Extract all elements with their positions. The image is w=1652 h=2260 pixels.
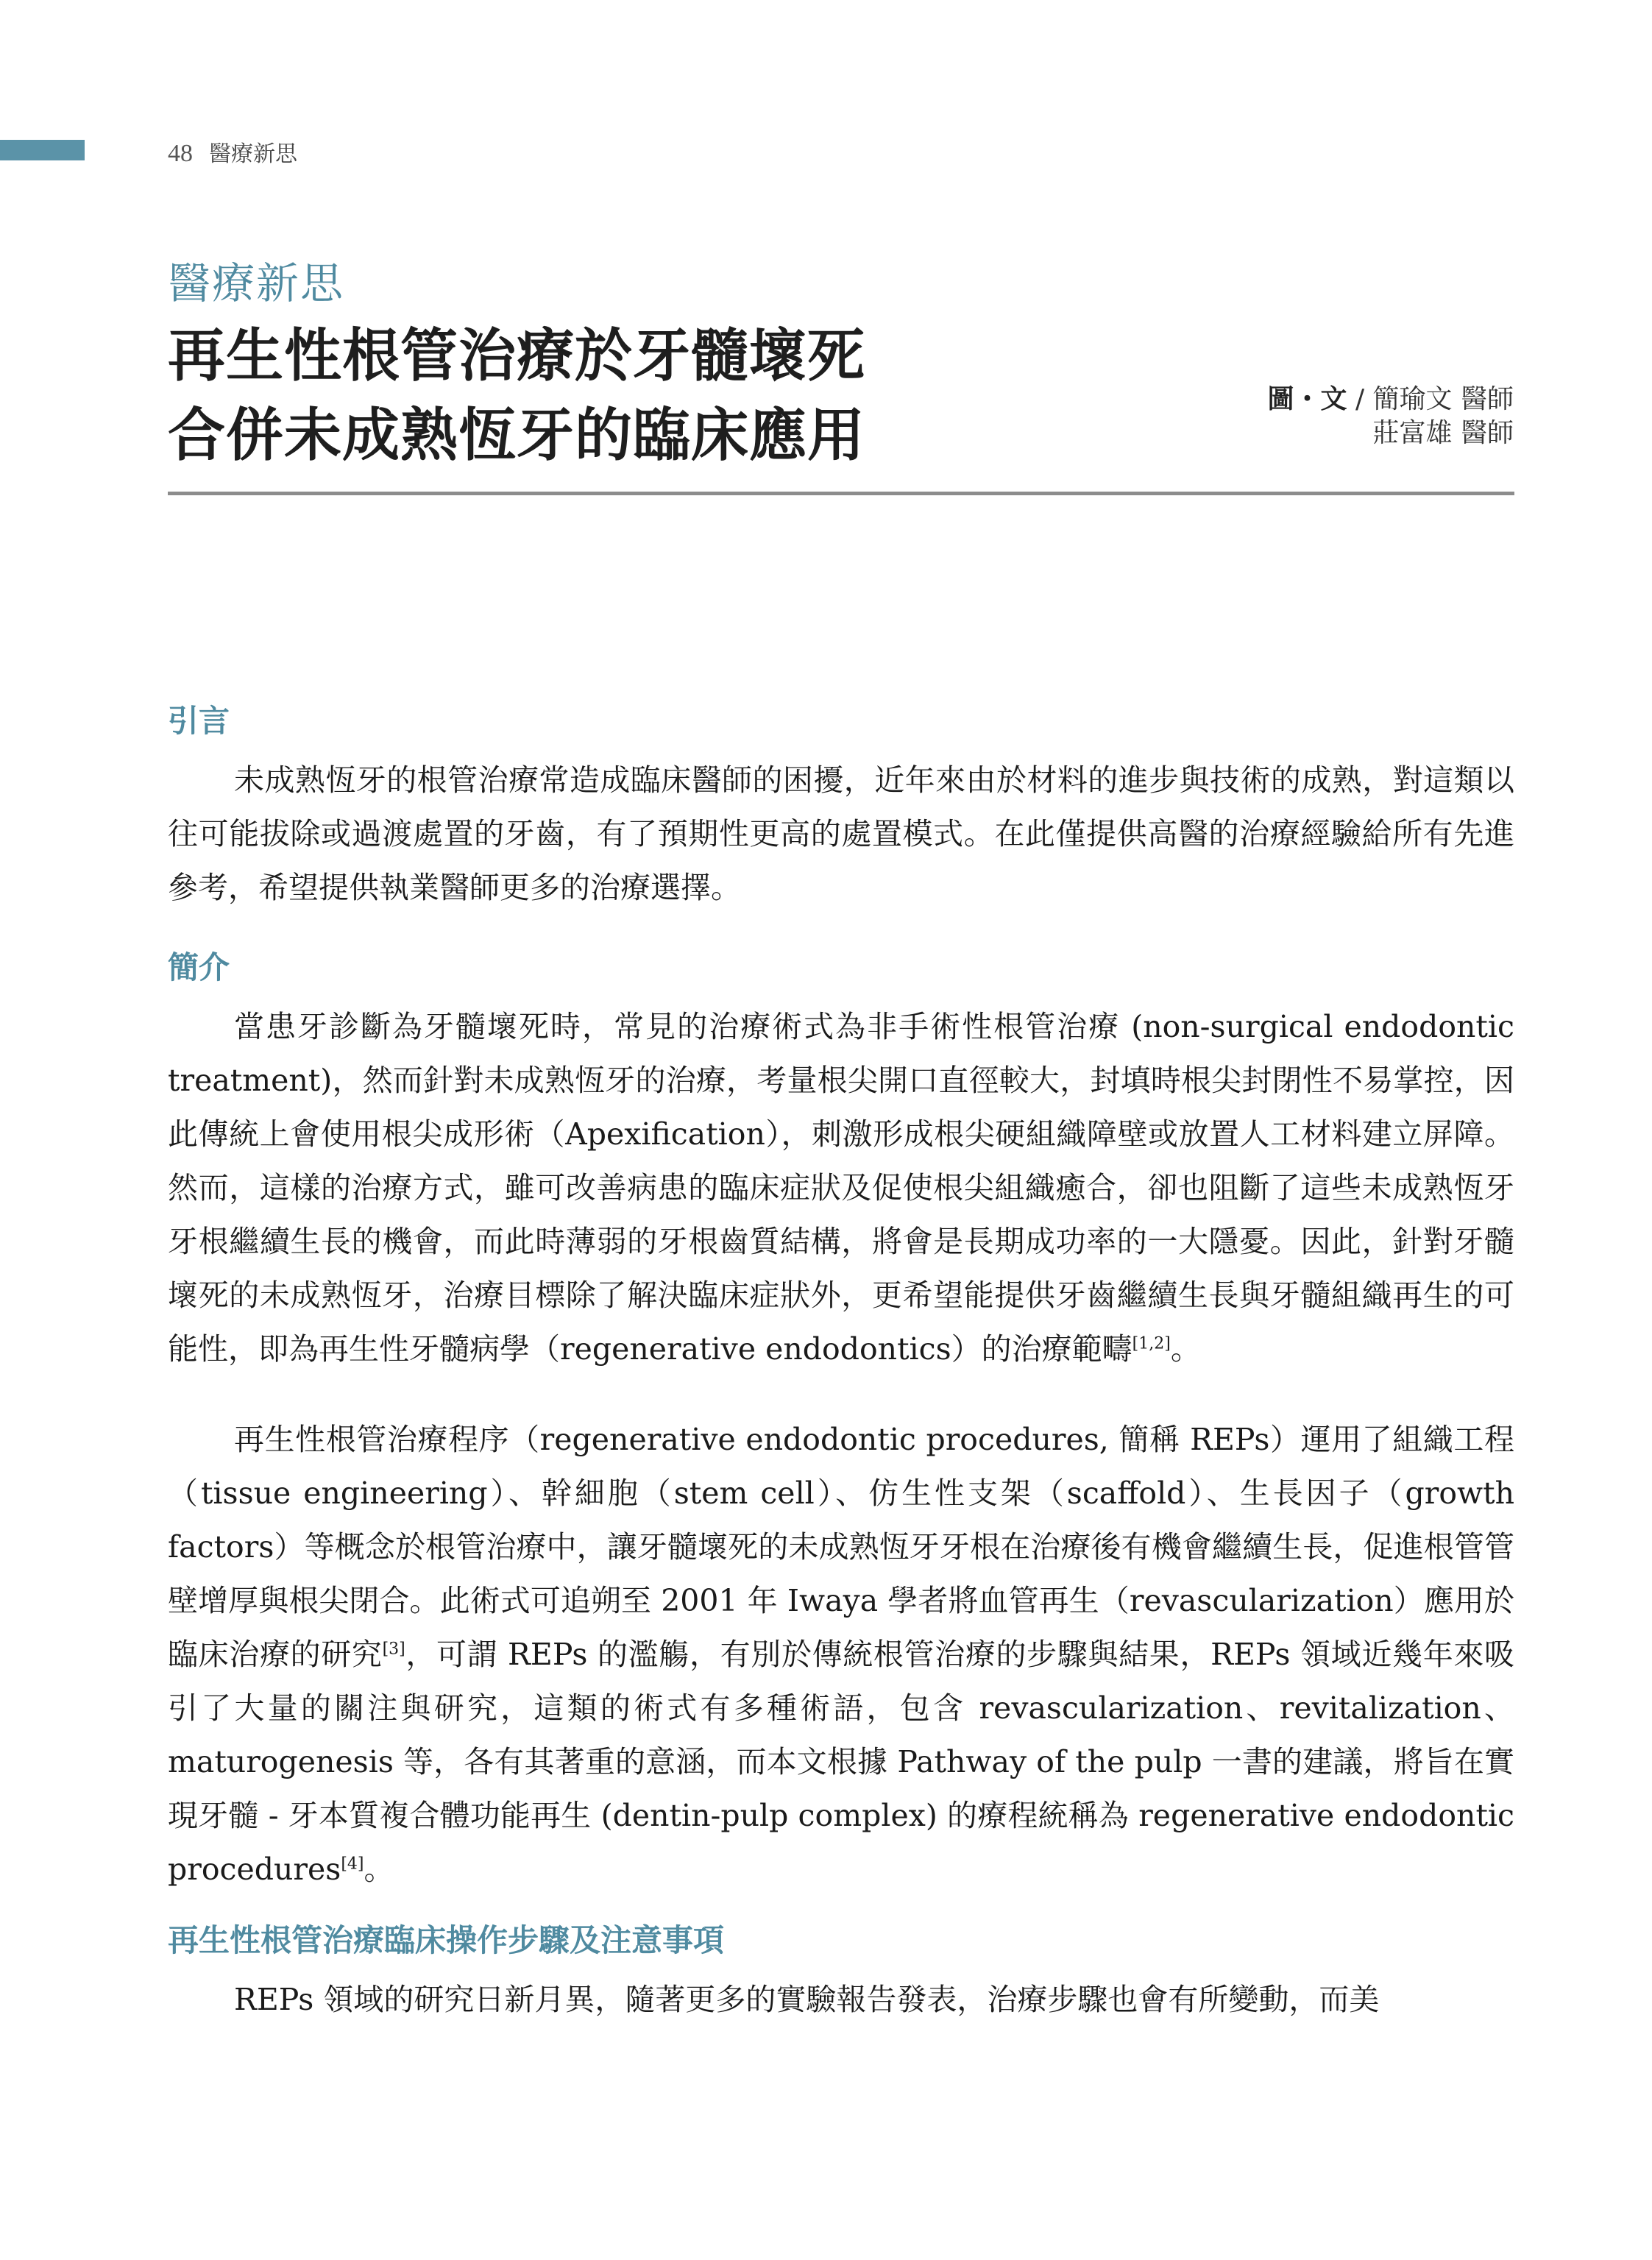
author-2: 莊富雄 醫師 (1372, 418, 1514, 448)
section-heading-summary: 簡介 (168, 949, 230, 985)
section-kicker: 醫療新思 (168, 258, 345, 308)
running-head (168, 135, 297, 168)
section-heading-intro: 引言 (168, 703, 230, 739)
header-accent-bar (0, 140, 85, 160)
summary-p2-text-a: 再生性根管治療程序（regenerative endodontic procedures, 簡稱 REPs）運用了組織工程（tissue engineering）、幹細胞（stem cell）、仿生性支架（scaffold）、生長因子（growth factors）等概念於根管治療中，讓牙髓壞死的未成熟恆牙牙根在治療後有機會繼續生長，促進根管管壁增厚與根尖閉合。此術式可追朔至 2001 年 Iwaya 學者將血管再生（revascularization）應用於臨床治療的研究 (168, 1422, 1514, 1672)
citation-4: [4] (341, 1855, 364, 1874)
title-divider (168, 492, 1514, 495)
running-title: 醫療新思 (209, 141, 297, 167)
title-line-1: 再生性根管治療於牙髓壞死 (168, 323, 866, 389)
summary-p2-end: 。 (364, 1852, 394, 1887)
section-heading-steps: 再生性根管治療臨床操作步驟及注意事項 (168, 1922, 725, 1958)
article-title (168, 316, 1198, 475)
steps-paragraph: REPs 領域的研究日新月異，隨著更多的實驗報告發表，治療步驟也會有所變動，而美 (234, 1982, 1380, 2017)
citation-3: [3] (382, 1640, 405, 1659)
summary-p1-text: 當患牙診斷為牙髓壞死時，常見的治療術式為非手術性根管治療 (non-surgical endodontic treatment)，然而針對未成熟恆牙的治療，考量根尖開口直徑較大，封填時根尖封閉性不易掌控，因此傳統上會使用根尖成形術（Apexification），刺激形成根尖硬組織障壁或放置人工材料建立屏障。然而，這樣的治療方式，雖可改善病患的臨床症狀及促使根尖組織癒合，卻也阻斷了這些未成熟恆牙牙根繼續生長的機會，而此時薄弱的牙根齒質結構，將會是長期成功率的一大隱憂。因此，針對牙髓壞死的未成熟恆牙，治療目標除了解決臨床症狀外，更希望能提供牙齒繼續生長與牙髓組織再生的可能性，即為再生性牙髓病學（regenerative endodontics）的治療範疇 (168, 1009, 1514, 1367)
byline-label: 圖・文 (1267, 384, 1347, 414)
summary-paragraph-2 (168, 1413, 1514, 1896)
article-body (168, 699, 1514, 2027)
intro-paragraph: 未成熟恆牙的根管治療常造成臨床醫師的困擾，近年來由於材料的進步與技術的成熟，對這類以往可能拔除或過渡處置的牙齒，有了預期性更高的處置模式。在此僅提供高醫的治療經驗給所有先進參考，希望提供執業醫師更多的治療選擇。 (168, 762, 1514, 905)
citation-1-2: [1,2] (1132, 1334, 1171, 1353)
byline (1268, 383, 1514, 450)
byline-line-1 (1268, 383, 1514, 417)
author-1: / 簡瑜文 醫師 (1355, 384, 1514, 414)
summary-p2-text-b: ，可謂 REPs 的濫觴，有別於傳統根管治療的步驟與結果，REPs 領域近幾年來吸引了大量的關注與研究，這類的術式有多種術語，包含 revascularization、revitalization、maturogenesis 等，各有其著重的意涵，而本文根據 Pathway of the pulp 一書的建議，將旨在實現牙髓 - 牙本質複合體功能再生 (dentin-pulp complex) 的療程統稱為 regenerative endodontic procedures (168, 1637, 1515, 1887)
summary-paragraph-1 (168, 1000, 1514, 1376)
title-line-2: 合併未成熟恆牙的臨床應用 (168, 403, 866, 469)
summary-p1-end: 。 (1170, 1331, 1201, 1367)
page-number: 48 (168, 140, 193, 167)
